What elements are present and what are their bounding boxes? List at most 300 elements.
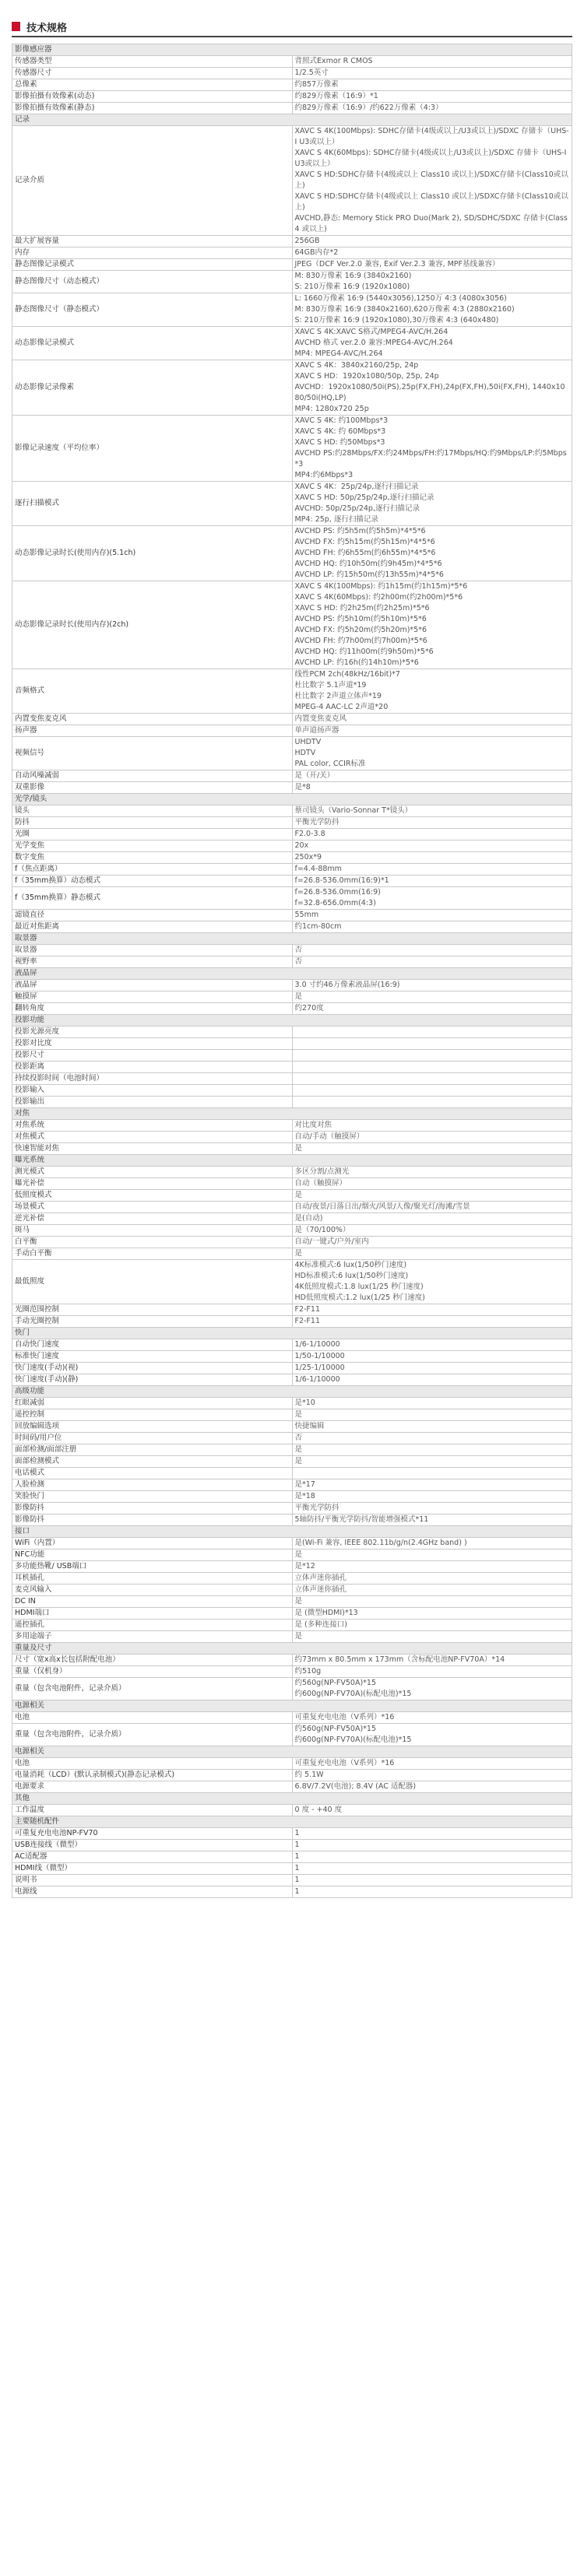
spec-value	[292, 1573, 572, 1585]
spec-row	[12, 79, 572, 91]
spec-row	[12, 1120, 572, 1132]
spec-label: 面部检测模式	[12, 1456, 293, 1468]
spec-value	[292, 1585, 572, 1596]
spec-value	[292, 1363, 572, 1374]
spec-value-line: 5轴防抖/平衡光学防抖/智能增强模式*11	[294, 1515, 429, 1524]
spec-value-line: 是	[294, 1457, 303, 1465]
spec-value	[292, 921, 572, 933]
spec-row	[12, 247, 572, 259]
spec-row	[12, 1666, 572, 1678]
spec-value-line: 是*10	[294, 1399, 315, 1407]
spec-value	[292, 1456, 572, 1468]
spec-label: 低照度模式	[12, 1190, 293, 1202]
spec-value-line: 4K低照度模式:1.8 lux(1/25 秒门速度)	[294, 1283, 424, 1291]
spec-row	[12, 852, 572, 864]
spec-row	[12, 1178, 572, 1190]
spec-value-line: 约600g(NP-FV70A)(标配电池)*15	[294, 1690, 412, 1698]
spec-value	[292, 991, 572, 1003]
spec-value	[292, 1851, 572, 1863]
spec-value-line: 1	[294, 1829, 300, 1837]
spec-label: 可重复充电电池NP-FV70	[12, 1828, 293, 1840]
spec-value-line: XAVC S 4K：3840x2160/25p, 24p	[294, 361, 419, 370]
spec-row	[12, 1260, 572, 1304]
spec-value-line: 背照式Exmor R CMOS	[294, 57, 373, 65]
spec-value-line: HDTV	[294, 749, 316, 757]
spec-value	[292, 1027, 572, 1038]
spec-value-line: MP4: 1280x720 25p	[294, 405, 369, 413]
spec-value	[292, 980, 572, 991]
spec-value-line: 256GB	[294, 237, 320, 245]
spec-label: 场景模式	[12, 1202, 293, 1213]
spec-row	[12, 805, 572, 817]
spec-value	[292, 817, 572, 829]
spec-value	[292, 725, 572, 737]
spec-value	[292, 1828, 572, 1840]
spec-label: 镜头	[12, 805, 293, 817]
spec-label: 说明书	[12, 1875, 293, 1886]
spec-label: 双重影像	[12, 782, 293, 794]
spec-value-line: 1	[294, 1876, 300, 1884]
spec-label: 测光模式	[12, 1167, 293, 1178]
spec-row	[12, 1143, 572, 1155]
section-row	[12, 1015, 572, 1027]
spec-value-line: AVCHD LP: 约15h50m(约13h55m)*4*5*6	[294, 570, 444, 579]
spec-row	[12, 876, 572, 887]
spec-value-line: 是*12	[294, 1562, 315, 1571]
spec-value-line: XAVC S 4K(100Mbps): 约1h15m(约1h15m)*5*6	[294, 582, 468, 591]
spec-value	[292, 1339, 572, 1351]
spec-row	[12, 1561, 572, 1573]
spec-value-line: JPEG（DCF Ver.2.0 兼容, Exif Ver.2.3 兼容, MPF基线兼容）	[294, 260, 500, 268]
spec-label: 多功能热靴/ USB端口	[12, 1561, 293, 1573]
spec-label: 自动风噪减弱	[12, 770, 293, 782]
spec-row	[12, 1620, 572, 1631]
spec-value-line: 杜比数字 2声道立体声*19	[294, 692, 382, 700]
spec-row	[12, 1167, 572, 1178]
spec-row	[12, 416, 572, 482]
spec-value	[292, 1260, 572, 1304]
spec-label: 总像素	[12, 79, 293, 91]
spec-value	[292, 1781, 572, 1793]
section-title: 电源相关	[12, 1746, 572, 1758]
spec-row	[12, 1027, 572, 1038]
spec-value	[292, 1178, 572, 1190]
section-title: 记录	[12, 114, 572, 126]
spec-value-line: 对比度对焦	[294, 1121, 332, 1129]
spec-label: 投影输出	[12, 1097, 293, 1108]
spec-value-line: F2-F11	[294, 1305, 320, 1314]
spec-label: 内存	[12, 247, 293, 259]
spec-value-line: 是*18	[294, 1492, 315, 1500]
spec-row	[12, 271, 572, 293]
spec-value	[292, 1120, 572, 1132]
spec-value-line: 平衡光学防抖	[294, 1504, 339, 1512]
spec-label: 最低照度	[12, 1260, 293, 1304]
spec-value-line: 1	[294, 1887, 300, 1896]
spec-value	[292, 669, 572, 714]
spec-value	[292, 1248, 572, 1260]
spec-row	[12, 259, 572, 271]
section-row	[12, 1328, 572, 1339]
section-row	[12, 1108, 572, 1120]
spec-row	[12, 1503, 572, 1514]
spec-value	[292, 1875, 572, 1886]
spec-value-line: PAL color, CCIR标准	[294, 760, 366, 768]
spec-label: HDMI线（微型）	[12, 1863, 293, 1875]
spec-row	[12, 1351, 572, 1363]
spec-value-line: 可重复充电电池（V系列）*16	[294, 1759, 395, 1767]
section-row	[12, 1155, 572, 1167]
spec-value-line: 250x*9	[294, 853, 322, 862]
section-row	[12, 794, 572, 805]
spec-value-line: f=4.4-88mm	[294, 865, 342, 873]
spec-row	[12, 1213, 572, 1225]
spec-label: 遥控插孔	[12, 1620, 293, 1631]
spec-value	[292, 1840, 572, 1851]
page-title: 技术规格	[26, 22, 68, 34]
spec-label: 扬声器	[12, 725, 293, 737]
spec-value-line: MP4:约6Mbps*3	[294, 471, 354, 479]
spec-value	[292, 1003, 572, 1015]
spec-label: 投影光源亮度	[12, 1027, 293, 1038]
spec-value	[292, 782, 572, 794]
spec-row	[12, 1538, 572, 1549]
spec-row	[12, 103, 572, 114]
spec-value-line: 3.0 寸约46万像素液晶屏(16:9)	[294, 981, 400, 989]
spec-table	[12, 44, 572, 1898]
spec-label: 影像记录速度（平均位率）	[12, 416, 293, 482]
spec-label: 影像防抖	[12, 1503, 293, 1514]
spec-value	[292, 259, 572, 271]
section-title: 曝光系统	[12, 1155, 572, 1167]
spec-value	[292, 526, 572, 581]
spec-row	[12, 1886, 572, 1898]
section-row	[12, 1816, 572, 1828]
spec-row	[12, 1573, 572, 1585]
spec-value	[292, 1666, 572, 1678]
spec-label: 电话模式	[12, 1468, 293, 1479]
spec-row	[12, 1132, 572, 1143]
spec-value	[292, 327, 572, 360]
spec-row	[12, 1003, 572, 1015]
spec-row	[12, 1655, 572, 1666]
spec-value-line: AVCHD：1920x1080/50i(PS),25p(FX,FH),24p(FX,FH),50i(FX,FH), 1440x1080/50i(HQ,LP)	[294, 383, 565, 402]
spec-row	[12, 1339, 572, 1351]
spec-label: 对焦模式	[12, 1132, 293, 1143]
spec-label: 防抖	[12, 817, 293, 829]
spec-value-line: 自动/手动（触摸屏）	[294, 1132, 364, 1141]
spec-value-line: 约270度	[294, 1004, 324, 1013]
spec-value	[292, 1886, 572, 1898]
spec-value	[292, 247, 572, 259]
spec-value-line: M: 830万像素 16:9 (3840x2160),620万像素 4:3 (2880x2160)	[294, 305, 515, 314]
spec-value-line: M: 830万像素 16:9 (3840x2160)	[294, 272, 412, 280]
spec-label: 回放编辑选项	[12, 1421, 293, 1433]
spec-value	[292, 1549, 572, 1561]
spec-label: 快门速度(手动)(视)	[12, 1363, 293, 1374]
spec-value	[292, 910, 572, 921]
spec-label: 动态影像记录像素	[12, 360, 293, 416]
spec-value-line: 立体声迷你插孔	[294, 1585, 347, 1594]
spec-label: 重量（包含电池附件，记录介质）	[12, 1678, 293, 1700]
spec-value-line: 是	[294, 1550, 303, 1559]
spec-value-line: 是	[294, 1632, 303, 1641]
spec-value-line: AVCHD HQ: 约11h00m(约9h50m)*5*6	[294, 648, 434, 656]
spec-label: 重量（包含电池附件，记录介质）	[12, 1724, 293, 1746]
spec-row	[12, 1840, 572, 1851]
spec-value-line: S: 210万像素 16:9 (1920x1080)	[294, 283, 410, 291]
spec-value	[292, 1050, 572, 1062]
spec-label: 标准快门速度	[12, 1351, 293, 1363]
section-row	[12, 1700, 572, 1712]
spec-row	[12, 1062, 572, 1073]
spec-value-line: 是（开/关）	[294, 771, 335, 780]
spec-value-line: XAVC S 4K(60Mbps): SDHC存储卡(4级或以上/U3或以上)/SDXC 存储卡（UHS-I U3或以上）	[294, 149, 567, 168]
spec-value-line: 1/25-1/10000	[294, 1363, 345, 1372]
spec-value-line: 1	[294, 1852, 300, 1861]
spec-value-line: 0 度 - +40 度	[294, 1806, 343, 1814]
spec-value-line: f=32.8-656.0mm(4:3)	[294, 899, 376, 907]
spec-row	[12, 841, 572, 852]
section-row	[12, 44, 572, 56]
spec-value-line: 1/50-1/10000	[294, 1352, 345, 1360]
spec-value	[292, 1202, 572, 1213]
spec-value-line: AVCHD FH: 约7h00m(约7h00m)*5*6	[294, 637, 427, 645]
spec-value-line: 蔡司镜头（Vario-Sonnar T*镜头）	[294, 806, 413, 815]
spec-row	[12, 1875, 572, 1886]
spec-value	[292, 91, 572, 103]
spec-value-line: 是(Wi-Fi 兼容, IEEE 802.11b/g/n(2.4GHz band) )	[294, 1539, 467, 1547]
spec-value-line: 是	[294, 1410, 303, 1419]
spec-value-line: XAVC S HD:SDHC存储卡(4级或以上 Class10 或以上)/SDXC存储卡(Class10或以上)	[294, 192, 568, 212]
spec-row	[12, 1363, 572, 1374]
spec-value-line: 是	[294, 1191, 303, 1199]
spec-value-line: MPEG-4 AAC-LC 2声道*20	[294, 703, 389, 711]
spec-value	[292, 864, 572, 876]
spec-value	[292, 1073, 572, 1085]
spec-label: 电池	[12, 1758, 293, 1770]
section-title: 液晶屏	[12, 968, 572, 980]
spec-value-line	[295, 1062, 570, 1072]
spec-value-line: S: 210万像素 16:9 (1920x1080),30万像素 4:3 (640x480)	[294, 316, 499, 325]
spec-value-line: 是(自动)	[294, 1214, 323, 1223]
spec-row	[12, 1549, 572, 1561]
spec-row	[12, 293, 572, 327]
spec-row	[12, 68, 572, 79]
spec-value	[292, 714, 572, 725]
spec-row	[12, 1724, 572, 1746]
spec-value	[292, 1608, 572, 1620]
spec-value	[292, 1374, 572, 1386]
spec-label: 白平衡	[12, 1237, 293, 1248]
spec-row	[12, 1678, 572, 1700]
spec-value	[292, 1143, 572, 1155]
spec-value-line: 自动/一键式/户外/室内	[294, 1237, 369, 1246]
spec-label: f（35mm换算）动态模式	[12, 876, 293, 887]
spec-row	[12, 327, 572, 360]
spec-value-line: 是	[294, 1445, 303, 1454]
spec-label: 数字变焦	[12, 852, 293, 864]
spec-value	[292, 1409, 572, 1421]
spec-value	[292, 1225, 572, 1237]
spec-value	[292, 945, 572, 956]
spec-label: 斑马	[12, 1225, 293, 1237]
spec-row	[12, 236, 572, 247]
spec-value	[292, 956, 572, 968]
spec-label: 人脸检测	[12, 1479, 293, 1491]
spec-value	[292, 581, 572, 669]
spec-row	[12, 1398, 572, 1409]
spec-value-line: 约510g	[294, 1667, 322, 1676]
spec-row	[12, 1851, 572, 1863]
spec-row	[12, 921, 572, 933]
section-row	[12, 1643, 572, 1655]
spec-label: 动态影像记录时长(使用内存)(2ch)	[12, 581, 293, 669]
spec-label: 静态图像尺寸（静态模式）	[12, 293, 293, 327]
spec-label: WiFi（内置）	[12, 1538, 293, 1549]
spec-label: 静态图像记录模式	[12, 259, 293, 271]
spec-value-line: 1/6-1/10000	[294, 1340, 340, 1349]
spec-value	[292, 1712, 572, 1724]
spec-label: 麦克风输入	[12, 1585, 293, 1596]
spec-value	[292, 887, 572, 910]
spec-value-line: AVCHD FX: 约5h20m(约5h20m)*5*6	[294, 626, 427, 634]
spec-page	[12, 0, 572, 1898]
spec-value-line: XAVC S 4K(100Mbps): SDHC存储卡(4级或以上/U3或以上)/SDXC 存储卡（UHS-I U3或以上）	[294, 127, 569, 146]
section-row	[12, 114, 572, 126]
spec-value	[292, 126, 572, 236]
spec-value	[292, 293, 572, 327]
section-title: 接口	[12, 1526, 572, 1538]
spec-row	[12, 1770, 572, 1781]
spec-value-line: 自动/夜景/日落日出/烟火/风景/人像/聚光灯/海滩/雪景	[294, 1202, 470, 1211]
spec-row	[12, 945, 572, 956]
spec-value-line	[295, 1468, 570, 1479]
spec-value-line: XAVC S 4K: 约 60Mbps*3	[294, 427, 386, 436]
spec-label: 时间码/用户位	[12, 1433, 293, 1444]
spec-value-line: AVCHD FH: 约6h55m(约6h55m)*4*5*6	[294, 549, 436, 557]
spec-label: 光圈范围控制	[12, 1304, 293, 1316]
spec-value-line: 64GB内存*2	[294, 248, 339, 257]
section-row	[12, 1526, 572, 1538]
spec-label: 音频格式	[12, 669, 293, 714]
spec-value-line: AVCHD HQ: 约10h50m(约9h45m)*4*5*6	[294, 560, 442, 568]
section-row	[12, 933, 572, 945]
spec-value-line: AVCHD PS: 约5h10m(约5h10m)*5*6	[294, 615, 427, 623]
spec-value-line: XAVC S HD：1920x1080/50p, 25p, 24p	[294, 372, 439, 381]
spec-value	[292, 1596, 572, 1608]
spec-value	[292, 1561, 572, 1573]
spec-row	[12, 1805, 572, 1816]
spec-label: 快速智能对焦	[12, 1143, 293, 1155]
spec-row	[12, 1097, 572, 1108]
spec-row	[12, 1409, 572, 1421]
spec-row	[12, 1781, 572, 1793]
spec-label: 投影对比度	[12, 1038, 293, 1050]
spec-value-line: 约 5.1W	[294, 1771, 324, 1779]
spec-value-line: XAVC S HD:SDHC存储卡(4级或以上 Class10 或以上)/SDXC存储卡(Class10或以上)	[294, 170, 568, 190]
spec-value-line: 是 (微型HDMI)*13	[294, 1609, 358, 1617]
spec-row	[12, 829, 572, 841]
spec-row	[12, 1585, 572, 1596]
spec-value-line: 6.8V/7.2V(电池); 8.4V (AC 适配器)	[294, 1782, 417, 1791]
spec-row	[12, 1479, 572, 1491]
spec-value	[292, 1678, 572, 1700]
spec-value	[292, 68, 572, 79]
spec-value-line: 杜比数字 5.1声道*19	[294, 681, 367, 690]
spec-value-line: XAVC S 4K: 约100Mbps*3	[294, 416, 389, 425]
spec-value	[292, 236, 572, 247]
spec-value-line	[295, 1050, 570, 1061]
spec-row	[12, 669, 572, 714]
spec-value	[292, 1097, 572, 1108]
spec-label: 影像拍摄有效像素(静态)	[12, 103, 293, 114]
spec-value	[292, 852, 572, 864]
spec-label: 光圈	[12, 829, 293, 841]
spec-label: 视频信号	[12, 737, 293, 770]
spec-value	[292, 360, 572, 416]
spec-label: HDMI端口	[12, 1608, 293, 1620]
spec-row	[12, 1038, 572, 1050]
spec-value-line: HD标准模式:6 lux(1/50秒门速度)	[294, 1272, 409, 1280]
spec-value-line: 是*17	[294, 1480, 315, 1489]
spec-label: 投影尺寸	[12, 1050, 293, 1062]
spec-value-line: XAVC S 4K：25p/24p,逐行扫描记录	[294, 483, 419, 491]
spec-label: 电池	[12, 1712, 293, 1724]
section-row	[12, 968, 572, 980]
spec-row	[12, 956, 572, 968]
spec-value-line: AVCHD,静态: Memory Stick PRO Duo(Mark 2), SD/SDHC/SDXC 存储卡(Class 4 或以上)	[294, 214, 568, 233]
spec-label: 对焦系统	[12, 1120, 293, 1132]
spec-value-line: XAVC S HD: 50p/25p/24p,逐行扫描记录	[294, 493, 434, 502]
spec-value	[292, 1304, 572, 1316]
spec-row	[12, 1596, 572, 1608]
spec-label: 快门速度(手动)(静)	[12, 1374, 293, 1386]
spec-label: 翻转角度	[12, 1003, 293, 1015]
spec-value-line: 约857万像素	[294, 80, 339, 89]
spec-value-line	[295, 1073, 570, 1084]
spec-value-line	[295, 1097, 570, 1107]
spec-label: 红眼减弱	[12, 1398, 293, 1409]
spec-value-line: 约1cm-80cm	[294, 922, 342, 931]
spec-value-line: 是	[294, 1597, 303, 1606]
spec-label: 工作温度	[12, 1805, 293, 1816]
spec-value-line: 约560g(NP-FV50A)*15	[294, 1679, 377, 1687]
spec-row	[12, 1202, 572, 1213]
spec-value-line: 4K标准模式:6 lux(1/50秒门速度)	[294, 1261, 407, 1269]
spec-row	[12, 737, 572, 770]
title-bar	[12, 17, 572, 37]
spec-label: 取景器	[12, 945, 293, 956]
spec-value	[292, 1620, 572, 1631]
spec-value-line: 线性PCM 2ch(48kHz/16bit)*7	[294, 670, 400, 679]
section-row	[12, 1746, 572, 1758]
spec-value-line: AVCHD 格式 ver.2.0 兼容:MPEG4-AVC/H.264	[294, 339, 453, 347]
spec-value	[292, 841, 572, 852]
section-title: 重量及尺寸	[12, 1643, 572, 1655]
spec-value-line: 1	[294, 1841, 300, 1849]
spec-value	[292, 103, 572, 114]
spec-value	[292, 1316, 572, 1328]
spec-label: 逐行扫描模式	[12, 482, 293, 526]
spec-value-line: 自动（触摸屏）	[294, 1179, 347, 1188]
spec-label: 自动快门速度	[12, 1339, 293, 1351]
spec-value	[292, 56, 572, 68]
spec-label: NFC功能	[12, 1549, 293, 1561]
spec-row	[12, 1421, 572, 1433]
section-row	[12, 1386, 572, 1398]
spec-label: 投影输入	[12, 1085, 293, 1097]
